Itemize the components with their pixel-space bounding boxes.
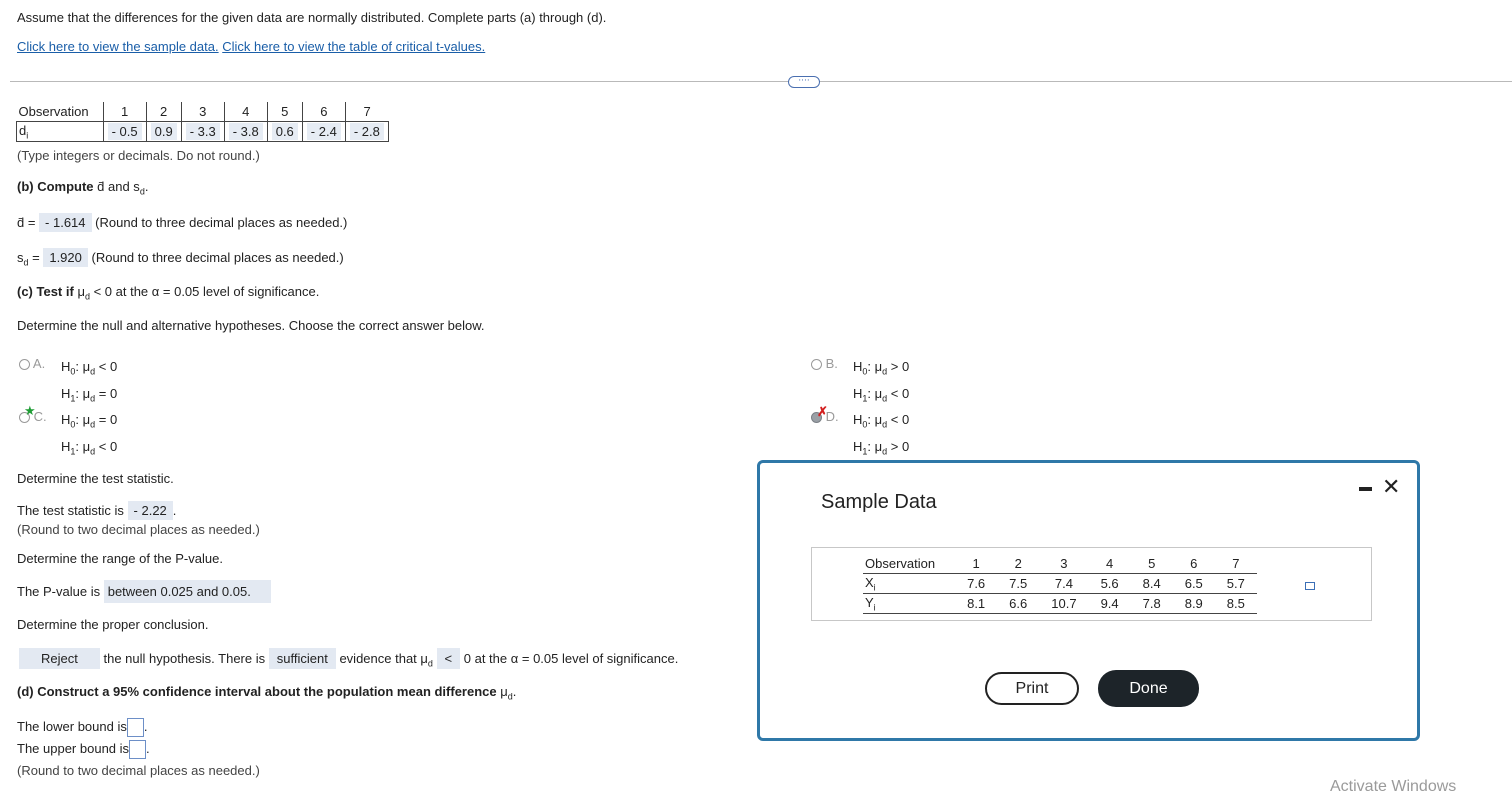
difference-cell[interactable] [181, 122, 224, 142]
sd-x-value: 8.4 [1131, 574, 1173, 594]
part-b-heading: (b) Compute d̄ and $s_d$. [17, 179, 149, 197]
option-a[interactable]: A. [19, 356, 45, 371]
expand-collapse-handle[interactable]: ···· [788, 76, 820, 88]
test-stat-note: (Round to two decimal places as needed.) [17, 522, 260, 537]
difference-cell[interactable] [146, 122, 181, 142]
part-d-note: (Round to two decimal places as needed.) [17, 763, 260, 778]
test-stat-row: The test statistic is - 2.22 . [17, 503, 177, 518]
difference-cell[interactable] [267, 122, 302, 142]
sd-observation-number: 6 [1173, 554, 1215, 574]
part-c-heading: (c) Test if $\mu_d < 0$ at the α = 0.05 level of significance. [17, 284, 320, 302]
option-b-radio[interactable] [811, 359, 822, 370]
upper-bound-input[interactable] [129, 740, 146, 759]
option-a-hypotheses: $H_0$: $\mu_d < 0$ $H_1$: $\mu_d = 0$ [61, 359, 118, 404]
pvalue-answer[interactable]: between 0.025 and 0.05. [104, 580, 271, 603]
hypotheses-prompt: Determine the null and alternative hypotheses. Choose the correct answer below. [17, 318, 485, 333]
activate-windows-watermark: Activate Windows [1330, 778, 1457, 795]
sd-x-value: 7.4 [1039, 574, 1088, 594]
sd-x-value: 6.5 [1173, 574, 1215, 594]
instruction-text: Assume that the differences for the given data are normally distributed. Complete parts (a) through (d). [17, 10, 607, 25]
lower-bound-input[interactable] [127, 718, 144, 737]
sd-y-value: 9.4 [1089, 594, 1131, 614]
difference-value: 0.6 [272, 123, 298, 140]
difference-value: - 3.8 [229, 123, 263, 140]
print-button[interactable]: Print [985, 672, 1079, 705]
observation-header: Observation [17, 102, 104, 122]
done-button[interactable]: Done [1098, 670, 1199, 707]
sd-observation-header: Observation [863, 554, 955, 574]
sd-observation-number: 7 [1215, 554, 1257, 574]
sd-observation-number: 4 [1089, 554, 1131, 574]
sd-observation-number: 1 [955, 554, 997, 574]
sample-data-table [863, 554, 1257, 614]
difference-cell[interactable] [224, 122, 267, 142]
dbar-answer[interactable]: - 1.614 [39, 213, 91, 232]
difference-value: 0.9 [151, 123, 177, 140]
difference-cell[interactable] [302, 122, 345, 142]
observation-number: 5 [267, 102, 302, 122]
observation-number: 1 [103, 102, 146, 122]
observation-number: 6 [302, 102, 345, 122]
sd-y-value: 8.9 [1173, 594, 1215, 614]
correct-star-icon: ★ [24, 403, 36, 418]
difference-cell[interactable] [345, 122, 388, 142]
critical-t-table-link[interactable]: Click here to view the table of critical t-values. [222, 39, 486, 54]
sd-y-value: 8.1 [955, 594, 997, 614]
option-d[interactable]: D. [811, 409, 839, 424]
observation-number: 3 [181, 102, 224, 122]
dbar-row: d̄ = - 1.614 (Round to three decimal places as needed.) [17, 215, 348, 230]
table-note: (Type integers or decimals. Do not round.) [17, 148, 260, 163]
upper-bound-row: The upper bound is . [17, 740, 150, 759]
difference-value: - 0.5 [108, 123, 142, 140]
pvalue-prompt: Determine the range of the P-value. [17, 551, 223, 566]
sample-data-dialog [757, 460, 1420, 741]
sd-answer[interactable]: 1.920 [43, 248, 88, 267]
dbar-note: (Round to three decimal places as needed.) [95, 215, 348, 230]
observation-number: 4 [224, 102, 267, 122]
option-d-hypotheses: $H_0$: $\mu_d < 0$ $H_1$: $\mu_d > 0$ [853, 412, 910, 457]
incorrect-x-icon: ✗ [817, 404, 828, 419]
difference-row-label: $d_i$ [17, 122, 104, 142]
links-row [17, 39, 485, 54]
conclusion-row: Reject the null hypothesis. There is sufficient evidence that $\mu_d < 0$ at the α = 0.05 level of significance. [19, 648, 678, 669]
sample-data-panel [811, 547, 1372, 621]
difference-cell[interactable] [103, 122, 146, 142]
sd-x-label: $X_i$ [863, 574, 955, 594]
sd-observation-number: 3 [1039, 554, 1088, 574]
difference-value: - 3.3 [186, 123, 220, 140]
differences-table [16, 102, 389, 142]
sd-y-value: 10.7 [1039, 594, 1088, 614]
test-stat-prompt: Determine the test statistic. [17, 471, 174, 486]
difference-value: - 2.8 [350, 123, 384, 140]
sd-y-value: 8.5 [1215, 594, 1257, 614]
observation-number: 7 [345, 102, 388, 122]
copy-icon[interactable] [1305, 582, 1315, 590]
sd-y-value: 6.6 [997, 594, 1039, 614]
observation-number: 2 [146, 102, 181, 122]
option-a-radio[interactable] [19, 359, 30, 370]
sd-y-label: $Y_i$ [863, 594, 955, 614]
lower-bound-row: The lower bound is . [17, 718, 147, 737]
difference-value: - 2.4 [307, 123, 341, 140]
dialog-title: Sample Data [821, 491, 937, 513]
sd-x-value: 5.7 [1215, 574, 1257, 594]
minimize-icon[interactable] [1359, 487, 1372, 491]
conclusion-sign-answer[interactable]: < [437, 648, 461, 669]
sd-row: $s_d = 1.920$ (Round to three decimal places as needed.) [17, 250, 344, 268]
sample-data-link[interactable]: Click here to view the sample data. [17, 39, 219, 54]
pvalue-row: The P-value is between 0.025 and 0.05. [17, 580, 271, 603]
option-b-hypotheses: $H_0$: $\mu_d > 0$ $H_1$: $\mu_d < 0$ [853, 359, 910, 404]
section-divider [10, 81, 1512, 82]
test-stat-answer[interactable]: - 2.22 [128, 501, 173, 520]
sd-x-value: 7.5 [997, 574, 1039, 594]
option-b[interactable]: B. [811, 356, 838, 371]
conclusion-evidence-answer[interactable]: sufficient [269, 648, 336, 669]
sd-x-value: 7.6 [955, 574, 997, 594]
sd-y-value: 7.8 [1131, 594, 1173, 614]
conclusion-action-answer[interactable]: Reject [19, 648, 100, 669]
part-d-heading: (d) Construct a 95% confidence interval about the population mean difference $\mu_d$. [17, 684, 517, 702]
sd-x-value: 5.6 [1089, 574, 1131, 594]
sd-observation-number: 2 [997, 554, 1039, 574]
close-icon[interactable]: ✕ [1382, 475, 1401, 500]
sd-observation-number: 5 [1131, 554, 1173, 574]
conclusion-prompt: Determine the proper conclusion. [17, 617, 209, 632]
sd-note: (Round to three decimal places as needed.) [91, 250, 344, 265]
option-c-hypotheses: $H_0$: $\mu_d = 0$ $H_1$: $\mu_d < 0$ [61, 412, 118, 457]
option-c[interactable]: C. [19, 409, 47, 424]
